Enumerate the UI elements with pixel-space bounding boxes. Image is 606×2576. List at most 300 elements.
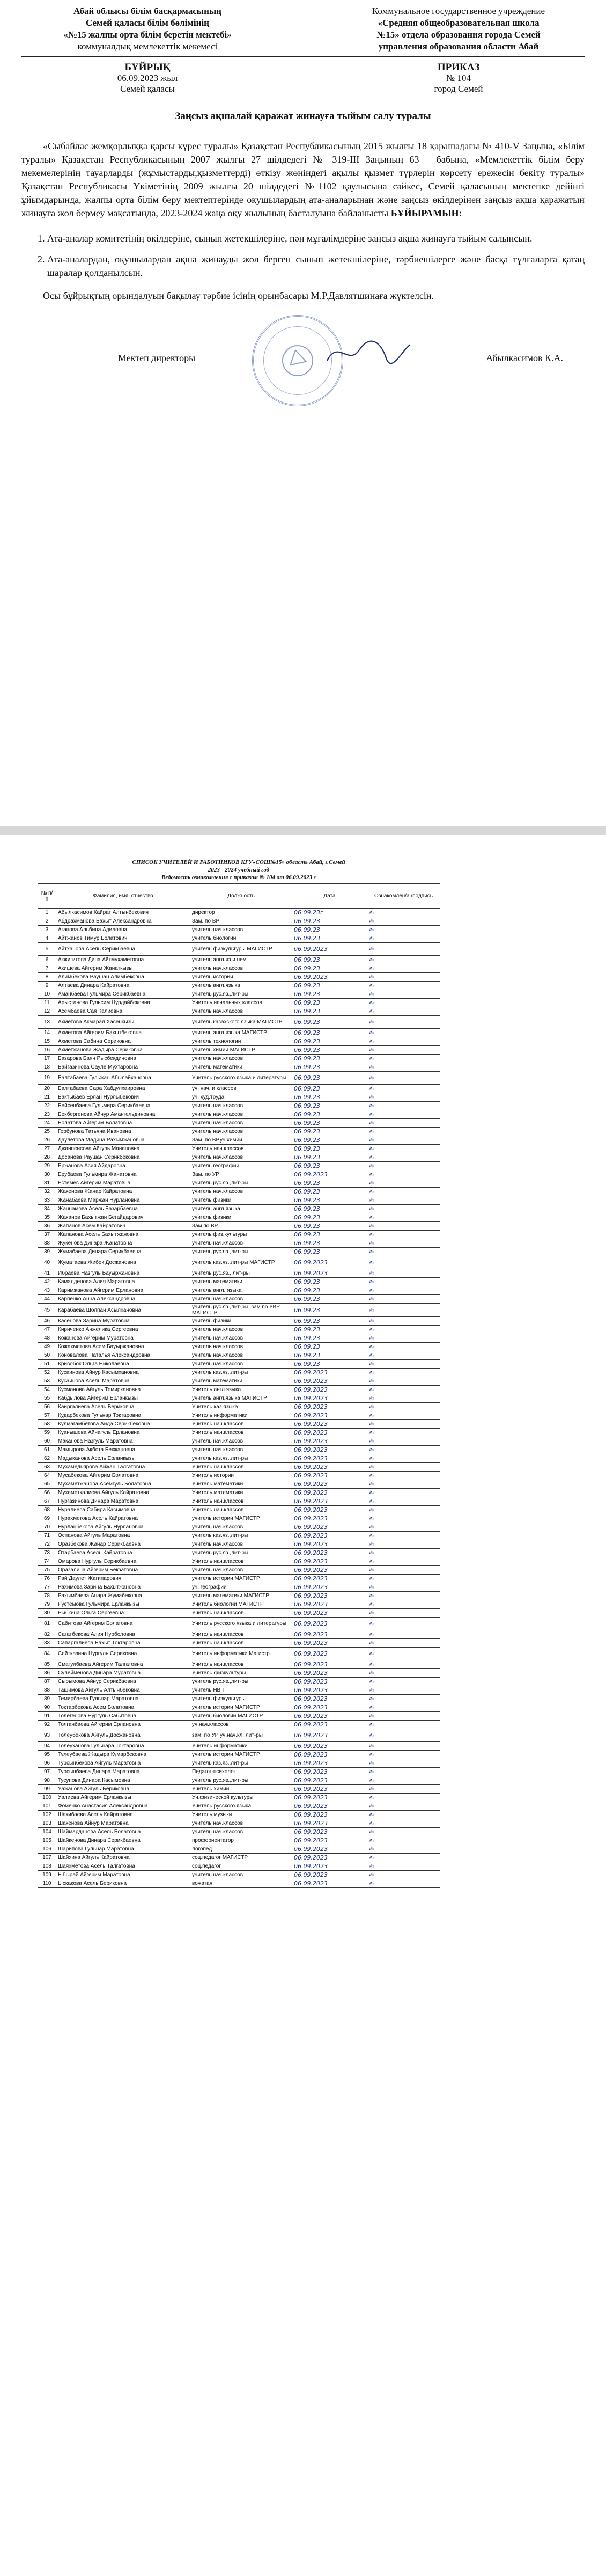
- row-number: 70: [38, 1523, 56, 1532]
- row-date: 06.09.2023: [292, 1768, 367, 1776]
- row-date: 06.09.23: [292, 1213, 367, 1222]
- row-name: Толганбаева Айгерим Ерлановна: [56, 1721, 190, 1729]
- row-date: 06.09.2023: [292, 1446, 367, 1454]
- row-number: 39: [38, 1248, 56, 1256]
- row-number: 82: [38, 1630, 56, 1639]
- row-date: 06.09.2023: [292, 1506, 367, 1514]
- row-name: Мухаметжанова Асемгуль Болатовна: [56, 1480, 190, 1489]
- row-date: 06.09.23: [292, 1072, 367, 1085]
- order-preamble-text: «Сыбайлас жемқорлыққа қарсы күрес туралы» Қазақстан Республикасының 2015 жылғы 18 қарашадағы № 410-V Заңына, «Білім туралы» Қазақстан Республикасының 2007 жылғы 27 шілдедегі № 319-ІІІ Заңының 63 – бабына, «Мемлекеттік білім беру мекемелерінің тауарларды (жұмыстарды,қызметтерді) өткізу жөніндегі ақылы қызмет түрлерін көрсету ережесін бекіту туралы» Қазақстан Республикасы Үкіметінің 2009 жылғы 20 шілдедегі №1102 қаулысына сәйкес, Семей қаласының мектепке дейінгі ұйымдарында, жалпы орта білім беру мектептерінде оқушылардың ата-аналарынан және заңсыз өкілдерінен заңсыз ақша қаражатын жинауға жол бермеу мақсатында, 2023-2024 жаңа оқу жылының басталуына байланысты: [21, 141, 585, 218]
- row-signature: ✍: [367, 1278, 440, 1286]
- table-row: [38, 1480, 440, 1489]
- row-position: учитель нач.классов: [190, 1523, 292, 1532]
- stamp-emblem-icon: [269, 332, 327, 390]
- row-number: 104: [38, 1828, 56, 1836]
- row-position: учитель географии: [190, 1162, 292, 1170]
- row-signature: ✍: [367, 909, 440, 917]
- col-header-num: № п/п: [38, 884, 56, 909]
- table-row: [38, 926, 440, 934]
- row-position: учитель биологии: [190, 934, 292, 943]
- row-position: учитель математики: [190, 1278, 292, 1286]
- row-number: 72: [38, 1540, 56, 1549]
- row-position: Учитель нач.классов: [190, 1429, 292, 1437]
- row-signature: ✍: [367, 1648, 440, 1660]
- header-divider: [21, 56, 585, 57]
- row-name: Бейсенбаева Гульмира Серикбаевна: [56, 1102, 190, 1110]
- row-date: 06.09.23г: [292, 909, 367, 917]
- table-row: [38, 1145, 440, 1153]
- row-signature: ✍: [367, 1446, 440, 1454]
- row-name: Кожанова Айгерим Муратовна: [56, 1334, 190, 1343]
- row-position: учитель каз.яз.,лит-ры: [190, 1454, 292, 1463]
- row-date: 06.09.23: [292, 1205, 367, 1213]
- row-position: Уч.физической культуры: [190, 1794, 292, 1802]
- table-row: [38, 1678, 440, 1686]
- row-signature: ✍: [367, 1854, 440, 1862]
- row-signature: ✍: [367, 1326, 440, 1334]
- row-signature: ✍: [367, 917, 440, 926]
- order-ru-number: № 104: [446, 73, 471, 83]
- table-row: [38, 1618, 440, 1630]
- table-row: [38, 1403, 440, 1411]
- row-name: Ахметова Акмарал Хасенкызы: [56, 1016, 190, 1029]
- row-date: 06.09.2023: [292, 1703, 367, 1712]
- row-position: учитель истории МАГИСТР: [190, 1751, 292, 1759]
- row-date: 06.09.2023: [292, 1776, 367, 1785]
- row-date: 06.09.23: [292, 1093, 367, 1102]
- row-date: 06.09.2023: [292, 1845, 367, 1854]
- table-row: [38, 1472, 440, 1480]
- row-position: учитель англ.языка МАГИСТР: [190, 1029, 292, 1037]
- header-ru-line: управления образования области Абай: [378, 41, 539, 52]
- row-signature: ✍: [367, 1506, 440, 1514]
- row-name: Базарова Баян Рысбекдиновна: [56, 1055, 190, 1063]
- row-position: учитель нач.классов: [190, 1326, 292, 1334]
- row-position: Педагог-психолог: [190, 1768, 292, 1776]
- row-name: Куанышева Айнагуль Ерлановна: [56, 1429, 190, 1437]
- row-position: учитель нач.классов: [190, 1566, 292, 1575]
- row-date: 06.09.23: [292, 1231, 367, 1239]
- row-name: Алимбекова Раушан Алимбековна: [56, 973, 190, 982]
- row-signature: ✍: [367, 1630, 440, 1639]
- row-name: Арыстанова Гульсим Нурдайбековна: [56, 999, 190, 1007]
- row-signature: ✍: [367, 1523, 440, 1532]
- col-header-signature: Ознакомлен/а /подпись: [367, 884, 440, 909]
- row-signature: ✍: [367, 1429, 440, 1437]
- row-signature: ✍: [367, 1196, 440, 1205]
- row-name: Сагатбекова Алия Нурболовна: [56, 1630, 190, 1639]
- row-number: 21: [38, 1093, 56, 1102]
- row-signature: ✍: [367, 1102, 440, 1110]
- table-row: [38, 1153, 440, 1162]
- row-date: 06.09.2023: [292, 1472, 367, 1480]
- row-position: учитель нач.классов: [190, 1540, 292, 1549]
- row-number: 6: [38, 956, 56, 964]
- row-position: учитель нач.классов: [190, 1239, 292, 1248]
- row-signature: ✍: [367, 1802, 440, 1811]
- table-row: [38, 1549, 440, 1557]
- row-position: учитель физкультуры МАГИСТР: [190, 943, 292, 956]
- row-date: 06.09.23: [292, 934, 367, 943]
- row-date: 06.09.2023: [292, 1377, 367, 1386]
- row-name: Сулейменова Динара Муратовна: [56, 1669, 190, 1678]
- row-date: 06.09.2023: [292, 1819, 367, 1828]
- row-name: Айтжанов Тимур Болатович: [56, 934, 190, 943]
- row-signature: ✍: [367, 1420, 440, 1429]
- row-name: Сапаргалиева Бахыт Токтаровна: [56, 1639, 190, 1648]
- row-date: 06.09.2023: [292, 1648, 367, 1660]
- row-number: 101: [38, 1802, 56, 1811]
- table-row: [38, 1721, 440, 1729]
- row-name: Каримжанова Айгерим Ерлановна: [56, 1286, 190, 1295]
- row-signature: ✍: [367, 1334, 440, 1343]
- row-position: Учитель русского языка и литературы: [190, 1072, 292, 1085]
- row-date: 06.09.2023: [292, 1523, 367, 1532]
- table-row: [38, 1304, 440, 1317]
- row-number: 53: [38, 1377, 56, 1386]
- row-position: учитель рус.яз.,лит-ры: [190, 1179, 292, 1188]
- row-position: учитель каз.яз.,лит-ры: [190, 1368, 292, 1377]
- row-signature: ✍: [367, 1213, 440, 1222]
- row-signature: ✍: [367, 926, 440, 934]
- row-name: Токтарбекова Асем Болатовна: [56, 1703, 190, 1712]
- row-number: 2: [38, 917, 56, 926]
- row-position: учитель нач.классов: [190, 1437, 292, 1446]
- row-date: 06.09.23: [292, 1351, 367, 1360]
- row-name: Касенова Зарина Муратовна: [56, 1317, 190, 1326]
- row-signature: ✍: [367, 1437, 440, 1446]
- table-row: [38, 973, 440, 982]
- table-row: [38, 1583, 440, 1592]
- row-signature: ✍: [367, 1222, 440, 1231]
- table-row: [38, 1862, 440, 1871]
- order-preamble: [21, 140, 585, 220]
- table-row: [38, 1794, 440, 1802]
- table-row: [38, 1819, 440, 1828]
- row-signature: ✍: [367, 1703, 440, 1712]
- order-item: 1. Ата-аналар комитетінің өкілдеріне, сынып жетекшілеріне, пән мұғалімдеріне заңсыз ақша жинауға тыйым салынсын.: [47, 232, 585, 245]
- row-signature: ✍: [367, 1386, 440, 1394]
- row-position: учитель нач.классов: [190, 1128, 292, 1136]
- row-name: Карпенко Анна Александровна: [56, 1295, 190, 1304]
- header-kz-line: Абай облысы білім басқармасының: [73, 6, 221, 16]
- table-row: [38, 1063, 440, 1072]
- row-date: 06.09.23: [292, 964, 367, 973]
- row-date: 06.09.2023: [292, 1386, 367, 1394]
- row-number: 48: [38, 1334, 56, 1343]
- row-date: 06.09.23: [292, 1128, 367, 1136]
- table-row: [38, 1695, 440, 1703]
- row-number: 33: [38, 1196, 56, 1205]
- row-signature: ✍: [367, 1454, 440, 1463]
- table-row: [38, 1360, 440, 1368]
- row-signature: ✍: [367, 1256, 440, 1269]
- row-date: 06.09.2023: [292, 1609, 367, 1618]
- row-name: Мамырова Акбота Бекжановна: [56, 1446, 190, 1454]
- row-date: 06.09.2023: [292, 1566, 367, 1575]
- row-name: Балтабаева Гульжан Абылайхановна: [56, 1072, 190, 1085]
- row-name: Байгазинова Сауле Мухтаровна: [56, 1063, 190, 1072]
- header-ru: [332, 5, 585, 53]
- row-date: 06.09.2023: [292, 1532, 367, 1540]
- row-name: Балтабаева Сара Хабдулхаировна: [56, 1085, 190, 1093]
- table-row: [38, 1102, 440, 1110]
- list-subtitle: Ведомость ознакомления с приказом № 104 от 06.09.2023 г: [161, 874, 316, 881]
- row-number: 77: [38, 1583, 56, 1592]
- row-date: 06.09.23: [292, 1136, 367, 1145]
- row-number: 105: [38, 1836, 56, 1845]
- row-signature: ✍: [367, 1128, 440, 1136]
- table-row: [38, 1072, 440, 1085]
- row-position: учитель физ.культуры: [190, 1231, 292, 1239]
- table-row: [38, 1286, 440, 1295]
- row-number: 1: [38, 909, 56, 917]
- row-position: Учитель нач.классов: [190, 1660, 292, 1669]
- table-row: [38, 1454, 440, 1463]
- row-position: учитель истории МАГИСТР: [190, 1703, 292, 1712]
- row-name: Мадыканова Асель Ерланкызы: [56, 1454, 190, 1463]
- row-name: Каиргалиева Асель Бериковна: [56, 1403, 190, 1411]
- row-position: учитель англ. языка: [190, 1286, 292, 1295]
- row-number: 44: [38, 1295, 56, 1304]
- table-row: [38, 1600, 440, 1609]
- row-date: 06.09.2023: [292, 1540, 367, 1549]
- table-row: [38, 1871, 440, 1879]
- row-position: Учитель химии: [190, 1785, 292, 1794]
- row-name: Жаннамова Асель Базарбаевна: [56, 1205, 190, 1213]
- row-position: учитель нач.классов: [190, 1119, 292, 1128]
- row-position: учитель нач.классов: [190, 1446, 292, 1454]
- table-row: [38, 1037, 440, 1046]
- row-name: Кривобок Ольга Николаевна: [56, 1360, 190, 1368]
- row-signature: ✍: [367, 990, 440, 999]
- row-date: 06.09.23: [292, 1029, 367, 1037]
- row-number: 102: [38, 1811, 56, 1819]
- row-signature: ✍: [367, 1768, 440, 1776]
- row-signature: ✍: [367, 1472, 440, 1480]
- row-name: Нурланбекова Айгуль Нурлановна: [56, 1523, 190, 1532]
- row-position: Учитель нач.классов: [190, 1639, 292, 1648]
- table-row: [38, 1386, 440, 1394]
- row-signature: ✍: [367, 956, 440, 964]
- table-row: [38, 1343, 440, 1351]
- row-name: Айтханова Асель Серикбаевна: [56, 943, 190, 956]
- row-number: 18: [38, 1063, 56, 1072]
- row-position: учитель каз.яз.,лит-ры: [190, 1759, 292, 1768]
- table-row: [38, 1446, 440, 1454]
- row-number: 87: [38, 1678, 56, 1686]
- row-number: 103: [38, 1819, 56, 1828]
- table-row: [38, 934, 440, 943]
- table-row: [38, 1016, 440, 1029]
- row-number: 10: [38, 990, 56, 999]
- table-row: [38, 1759, 440, 1768]
- row-name: Сырымова Айнур Серикбаевна: [56, 1678, 190, 1686]
- row-date: 06.09.23: [292, 1055, 367, 1063]
- row-date: 06.09.2023: [292, 1630, 367, 1639]
- row-name: Шайхина Айгуль Кайратовна: [56, 1854, 190, 1862]
- row-signature: ✍: [367, 1566, 440, 1575]
- row-name: Даулетова Мадина Рахымжановна: [56, 1136, 190, 1145]
- row-number: 9: [38, 982, 56, 990]
- table-row: [38, 1231, 440, 1239]
- row-name: Кабдылова Айгерим Ерланкызы: [56, 1394, 190, 1403]
- row-date: 06.09.2023: [292, 1557, 367, 1566]
- row-position: учитель нач.классов: [190, 1343, 292, 1351]
- row-position: учитель биологии МАГИСТР: [190, 1712, 292, 1721]
- list-year: 2023 - 2024 учебный год: [208, 867, 270, 873]
- row-position: Учитель русского языка: [190, 1802, 292, 1811]
- row-signature: ✍: [367, 1016, 440, 1029]
- row-name: Кириченко Анжелика Сергеевна: [56, 1326, 190, 1334]
- row-name: Кулмагамбетова Аида Серикбековна: [56, 1420, 190, 1429]
- row-signature: ✍: [367, 1721, 440, 1729]
- row-date: 06.09.23: [292, 1326, 367, 1334]
- order-ru-type: ПРИКАЗ: [437, 62, 480, 73]
- row-signature: ✍: [367, 1532, 440, 1540]
- row-number: 109: [38, 1871, 56, 1879]
- row-number: 56: [38, 1403, 56, 1411]
- row-signature: ✍: [367, 1678, 440, 1686]
- row-name: Камалденова Алия Маратовна: [56, 1278, 190, 1286]
- row-date: 06.09.2023: [292, 1411, 367, 1420]
- row-date: 06.09.2023: [292, 1394, 367, 1403]
- order-kz: [21, 62, 274, 94]
- row-number: 106: [38, 1845, 56, 1854]
- header-kz-line: коммуналдық мемлекеттік мекемесі: [77, 41, 218, 52]
- staff-table: [38, 883, 440, 1888]
- row-position: учитель нач.классов: [190, 1819, 292, 1828]
- row-name: Ахметжанова Жадыра Сериковна: [56, 1046, 190, 1055]
- row-signature: ✍: [367, 1794, 440, 1802]
- row-signature: ✍: [367, 1110, 440, 1119]
- row-date: 06.09.2023: [292, 1583, 367, 1592]
- row-name: Джанпеисова Айгуль Манаповна: [56, 1145, 190, 1153]
- order-kz-type: БҰЙРЫҚ: [124, 62, 171, 73]
- table-row: [38, 956, 440, 964]
- row-name: Рай Даулет Жагипарович: [56, 1575, 190, 1583]
- row-position: Зам. по УР: [190, 1170, 292, 1179]
- row-name: Уажанова Айгуль Бериковна: [56, 1785, 190, 1794]
- row-date: 06.09.23: [292, 999, 367, 1007]
- table-row: [38, 1222, 440, 1231]
- row-name: Маканова Назгуль Маратовна: [56, 1437, 190, 1446]
- row-position: Учитель биологии МАГИСТР: [190, 1600, 292, 1609]
- row-date: 06.09.23: [292, 1179, 367, 1188]
- row-number: 29: [38, 1162, 56, 1170]
- row-date: 06.09.2023: [292, 1170, 367, 1179]
- row-date: 06.09.23: [292, 1286, 367, 1295]
- row-name: Аманбаева Гульмира Серикбаевна: [56, 990, 190, 999]
- row-date: 06.09.2023: [292, 1742, 367, 1751]
- table-row: [38, 1523, 440, 1532]
- row-date: 06.09.2023: [292, 1403, 367, 1411]
- row-number: 83: [38, 1639, 56, 1648]
- table-row: [38, 1085, 440, 1093]
- row-name: Темирбаева Гульнар Маратовна: [56, 1695, 190, 1703]
- table-row: [38, 1489, 440, 1497]
- row-date: 06.09.2023: [292, 1639, 367, 1648]
- row-date: 06.09.2023: [292, 1600, 367, 1609]
- row-date: 06.09.2023: [292, 1618, 367, 1630]
- row-position: учитель математики: [190, 1377, 292, 1386]
- row-name: Карабаева Шолпан Асылхановна: [56, 1304, 190, 1317]
- table-row: [38, 1845, 440, 1854]
- row-number: 30: [38, 1170, 56, 1179]
- row-name: Рахымбаева Анара Жумабековна: [56, 1592, 190, 1600]
- row-position: учитель рус.яз.,лит-ры: [190, 990, 292, 999]
- row-date: 06.09.23: [292, 1153, 367, 1162]
- row-position: учитель нач.классов: [190, 1055, 292, 1063]
- row-position: Учитель информатики: [190, 1411, 292, 1420]
- row-name: Мухамедьярова Айжан Талгатовна: [56, 1463, 190, 1472]
- row-number: 64: [38, 1472, 56, 1480]
- table-row: [38, 1575, 440, 1583]
- row-signature: ✍: [367, 1269, 440, 1278]
- row-position: Учитель математики: [190, 1480, 292, 1489]
- row-position: директор: [190, 909, 292, 917]
- row-date: 06.09.23: [292, 982, 367, 990]
- table-row: [38, 1785, 440, 1794]
- table-row: [38, 990, 440, 999]
- row-date: 06.09.2023: [292, 1729, 367, 1742]
- row-date: 06.09.23: [292, 1037, 367, 1046]
- row-position: учитель англ.яз и нем: [190, 956, 292, 964]
- row-number: 20: [38, 1085, 56, 1093]
- row-name: Абылкасимов Кайрат Алтынбекович: [56, 909, 190, 917]
- row-name: Жакенова Жанар Кайратовна: [56, 1188, 190, 1196]
- row-name: Тулеубаева Жадыра Кумарбековна: [56, 1751, 190, 1759]
- table-row: [38, 1046, 440, 1055]
- row-number: 25: [38, 1128, 56, 1136]
- order-word: БҰЙЫРАМЫН:: [390, 208, 462, 218]
- row-name: Рыбкина Ольга Сергеевна: [56, 1609, 190, 1618]
- row-name: Асембаева Сая Калиевна: [56, 1007, 190, 1016]
- row-date: 06.09.23: [292, 1222, 367, 1231]
- row-number: 89: [38, 1695, 56, 1703]
- director-signature-icon: [322, 334, 413, 371]
- row-number: 49: [38, 1343, 56, 1351]
- row-date: 06.09.2023: [292, 1480, 367, 1489]
- row-name: Нурахметова Асель Кайратовна: [56, 1514, 190, 1523]
- table-row: [38, 1295, 440, 1304]
- row-date: 06.09.23: [292, 926, 367, 934]
- row-number: 107: [38, 1854, 56, 1862]
- row-signature: ✍: [367, 1351, 440, 1360]
- table-row: [38, 1213, 440, 1222]
- row-signature: ✍: [367, 1072, 440, 1085]
- row-number: 12: [38, 1007, 56, 1016]
- row-signature: ✍: [367, 1368, 440, 1377]
- row-position: Учитель математики: [190, 1489, 292, 1497]
- row-position: учитель НВП: [190, 1686, 292, 1695]
- row-date: 06.09.2023: [292, 1368, 367, 1377]
- row-position: учитель физики: [190, 1213, 292, 1222]
- row-position: Учитель русского языка и литературы: [190, 1618, 292, 1630]
- row-name: Коновалова Наталья Александровна: [56, 1351, 190, 1360]
- row-date: 06.09.2023: [292, 1811, 367, 1819]
- row-signature: ✍: [367, 934, 440, 943]
- row-number: 85: [38, 1660, 56, 1669]
- row-number: 37: [38, 1231, 56, 1239]
- row-signature: ✍: [367, 1055, 440, 1063]
- row-signature: ✍: [367, 1751, 440, 1759]
- row-number: 71: [38, 1532, 56, 1540]
- row-signature: ✍: [367, 1170, 440, 1179]
- row-position: Учитель нач.классов: [190, 1145, 292, 1153]
- row-position: Учитель нач.классов: [190, 1630, 292, 1639]
- row-date: 06.09.23: [292, 990, 367, 999]
